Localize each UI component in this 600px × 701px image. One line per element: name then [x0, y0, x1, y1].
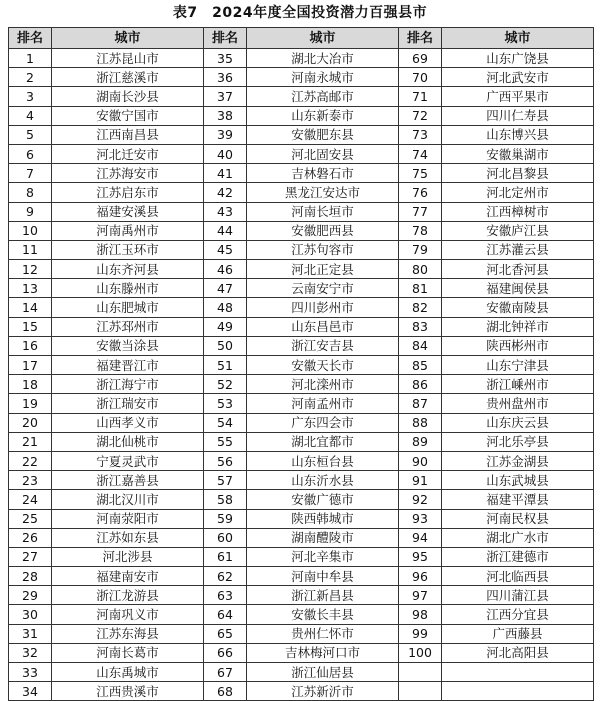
city-cell: 吉林磐石市	[247, 164, 399, 183]
city-cell: 江西分宜县	[442, 605, 594, 624]
city-cell: 河北正定县	[247, 260, 399, 279]
rank-cell: 82	[399, 298, 442, 317]
rank-cell: 4	[9, 106, 52, 125]
city-cell: 福建南安市	[52, 567, 204, 586]
rank-cell	[399, 663, 442, 682]
table-row	[9, 68, 594, 87]
city-cell: 江西南昌县	[52, 125, 204, 144]
city-cell: 浙江安吉县	[247, 336, 399, 355]
rank-cell: 34	[9, 682, 52, 701]
city-cell: 安徽巢湖市	[442, 144, 594, 163]
rank-cell: 14	[9, 298, 52, 317]
city-cell: 安徽肥东县	[247, 125, 399, 144]
rank-cell: 87	[399, 394, 442, 413]
city-cell: 江苏新沂市	[247, 682, 399, 701]
rank-cell: 31	[9, 624, 52, 643]
city-cell: 安徽天长市	[247, 356, 399, 375]
rank-cell: 56	[204, 451, 247, 470]
rank-cell: 93	[399, 509, 442, 528]
city-header: 城市	[247, 28, 399, 49]
city-cell: 河北固安县	[247, 144, 399, 163]
rank-cell: 70	[399, 68, 442, 87]
city-cell: 山东新泰市	[247, 106, 399, 125]
city-cell: 浙江瑞安市	[52, 394, 204, 413]
table-row	[9, 336, 594, 355]
city-cell: 湖北宜都市	[247, 432, 399, 451]
city-cell: 山东宁津县	[442, 356, 594, 375]
rank-cell: 99	[399, 624, 442, 643]
city-cell: 湖南醴陵市	[247, 528, 399, 547]
table-row	[9, 356, 594, 375]
rank-cell: 27	[9, 547, 52, 566]
city-cell: 山东博兴县	[442, 125, 594, 144]
rank-cell: 24	[9, 490, 52, 509]
rank-cell: 90	[399, 451, 442, 470]
table-row	[9, 547, 594, 566]
city-cell: 河北乐亭县	[442, 432, 594, 451]
rank-cell: 22	[9, 451, 52, 470]
city-cell: 江苏灌云县	[442, 240, 594, 259]
table-row	[9, 567, 594, 586]
rank-cell: 57	[204, 471, 247, 490]
table-row	[9, 298, 594, 317]
rank-cell: 53	[204, 394, 247, 413]
table-title: 表7 2024年度全国投资潜力百强县市	[172, 5, 428, 21]
city-cell: 浙江建德市	[442, 547, 594, 566]
city-cell: 山东沂水县	[247, 471, 399, 490]
city-cell: 河北临西县	[442, 567, 594, 586]
rank-cell: 37	[204, 87, 247, 106]
rank-cell: 47	[204, 279, 247, 298]
rank-cell: 80	[399, 260, 442, 279]
table-row	[9, 394, 594, 413]
city-cell: 山西孝义市	[52, 413, 204, 432]
rank-cell: 59	[204, 509, 247, 528]
rank-cell: 48	[204, 298, 247, 317]
table-row	[9, 451, 594, 470]
table-row	[9, 49, 594, 68]
rank-cell: 36	[204, 68, 247, 87]
rank-cell: 12	[9, 260, 52, 279]
rank-cell: 58	[204, 490, 247, 509]
rank-cell: 5	[9, 125, 52, 144]
table-row	[9, 144, 594, 163]
rank-cell: 25	[9, 509, 52, 528]
city-cell: 浙江海宁市	[52, 375, 204, 394]
rank-cell: 13	[9, 279, 52, 298]
rank-cell: 55	[204, 432, 247, 451]
city-cell: 贵州盘州市	[442, 394, 594, 413]
table-row	[9, 125, 594, 144]
rank-cell: 16	[9, 336, 52, 355]
rank-cell: 85	[399, 356, 442, 375]
city-cell: 山东禹城市	[52, 663, 204, 682]
rank-cell: 40	[204, 144, 247, 163]
rank-cell: 96	[399, 567, 442, 586]
rank-cell: 15	[9, 317, 52, 336]
city-cell: 江苏东海县	[52, 624, 204, 643]
rank-cell: 2	[9, 68, 52, 87]
city-cell: 广西平果市	[442, 87, 594, 106]
city-cell: 浙江仙居县	[247, 663, 399, 682]
table-row	[9, 240, 594, 259]
rank-cell: 28	[9, 567, 52, 586]
city-cell: 湖北钟祥市	[442, 317, 594, 336]
city-cell: 山东桓台县	[247, 451, 399, 470]
city-cell: 江苏高邮市	[247, 87, 399, 106]
rank-cell: 51	[204, 356, 247, 375]
city-cell: 江苏邳州市	[52, 317, 204, 336]
city-cell: 广东四会市	[247, 413, 399, 432]
rank-cell: 62	[204, 567, 247, 586]
city-cell: 四川仁寿县	[442, 106, 594, 125]
table-row	[9, 624, 594, 643]
rank-header: 排名	[9, 28, 52, 49]
rank-header: 排名	[399, 28, 442, 49]
rank-cell: 78	[399, 221, 442, 240]
table-row	[9, 663, 594, 682]
rank-cell: 18	[9, 375, 52, 394]
rank-cell: 52	[204, 375, 247, 394]
city-cell: 云南安宁市	[247, 279, 399, 298]
rank-cell: 26	[9, 528, 52, 547]
city-cell: 陕西彬州市	[442, 336, 594, 355]
table-row	[9, 164, 594, 183]
rank-cell: 46	[204, 260, 247, 279]
rank-cell: 74	[399, 144, 442, 163]
city-cell: 山东昌邑市	[247, 317, 399, 336]
city-cell: 四川彭州市	[247, 298, 399, 317]
city-cell: 山东滕州市	[52, 279, 204, 298]
city-cell	[442, 663, 594, 682]
rank-cell: 43	[204, 202, 247, 221]
rank-cell: 54	[204, 413, 247, 432]
rank-cell: 35	[204, 49, 247, 68]
rank-cell	[399, 682, 442, 701]
city-cell: 河南长葛市	[52, 643, 204, 662]
city-cell: 河北迁安市	[52, 144, 204, 163]
city-cell: 山东武城县	[442, 471, 594, 490]
table-row	[9, 490, 594, 509]
rank-cell: 20	[9, 413, 52, 432]
rank-cell: 79	[399, 240, 442, 259]
table-row	[9, 643, 594, 662]
city-cell: 吉林梅河口市	[247, 643, 399, 662]
rank-cell: 8	[9, 183, 52, 202]
city-cell: 河南永城市	[247, 68, 399, 87]
rank-cell: 69	[399, 49, 442, 68]
city-cell: 江西樟树市	[442, 202, 594, 221]
rank-cell: 71	[399, 87, 442, 106]
table-row	[9, 528, 594, 547]
table-row	[9, 279, 594, 298]
city-cell: 江苏启东市	[52, 183, 204, 202]
city-cell: 福建安溪县	[52, 202, 204, 221]
table-row	[9, 260, 594, 279]
city-cell: 浙江玉环市	[52, 240, 204, 259]
table-row	[9, 87, 594, 106]
table-row	[9, 605, 594, 624]
rank-cell: 32	[9, 643, 52, 662]
rank-cell: 76	[399, 183, 442, 202]
city-cell: 安徽庐江县	[442, 221, 594, 240]
city-cell: 浙江嵊州市	[442, 375, 594, 394]
city-cell: 山东齐河县	[52, 260, 204, 279]
rank-cell: 89	[399, 432, 442, 451]
city-cell: 河北武安市	[442, 68, 594, 87]
city-cell: 四川蒲江县	[442, 586, 594, 605]
city-cell: 河南孟州市	[247, 394, 399, 413]
city-cell: 山东庆云县	[442, 413, 594, 432]
rank-cell: 67	[204, 663, 247, 682]
rank-cell: 68	[204, 682, 247, 701]
city-cell: 河南民权县	[442, 509, 594, 528]
rank-cell: 42	[204, 183, 247, 202]
city-cell: 安徽广德市	[247, 490, 399, 509]
city-cell: 河南禹州市	[52, 221, 204, 240]
rank-cell: 7	[9, 164, 52, 183]
city-cell: 安徽肥西县	[247, 221, 399, 240]
rank-cell: 97	[399, 586, 442, 605]
rank-cell: 65	[204, 624, 247, 643]
city-cell: 河南中牟县	[247, 567, 399, 586]
rank-cell: 21	[9, 432, 52, 451]
table-row	[9, 317, 594, 336]
rank-cell: 49	[204, 317, 247, 336]
rank-cell: 60	[204, 528, 247, 547]
city-cell	[442, 682, 594, 701]
table-row	[9, 106, 594, 125]
city-cell: 江苏句容市	[247, 240, 399, 259]
rank-cell: 83	[399, 317, 442, 336]
rank-cell: 1	[9, 49, 52, 68]
city-cell: 河北辛集市	[247, 547, 399, 566]
rank-cell: 72	[399, 106, 442, 125]
ranking-table	[8, 27, 594, 701]
city-cell: 福建闽侯县	[442, 279, 594, 298]
rank-cell: 61	[204, 547, 247, 566]
rank-cell: 73	[399, 125, 442, 144]
rank-cell: 41	[204, 164, 247, 183]
city-cell: 江西贵溪市	[52, 682, 204, 701]
rank-cell: 30	[9, 605, 52, 624]
rank-cell: 95	[399, 547, 442, 566]
city-cell: 河北香河县	[442, 260, 594, 279]
city-cell: 陕西韩城市	[247, 509, 399, 528]
rank-cell: 50	[204, 336, 247, 355]
rank-cell: 11	[9, 240, 52, 259]
city-header: 城市	[52, 28, 204, 49]
table-row	[9, 586, 594, 605]
city-cell: 河北昌黎县	[442, 164, 594, 183]
header-row	[9, 28, 594, 49]
city-cell: 安徽宁国市	[52, 106, 204, 125]
rank-cell: 66	[204, 643, 247, 662]
city-cell: 河北涉县	[52, 547, 204, 566]
rank-cell: 44	[204, 221, 247, 240]
rank-cell: 91	[399, 471, 442, 490]
city-cell: 湖南长沙县	[52, 87, 204, 106]
city-cell: 浙江龙游县	[52, 586, 204, 605]
table-row	[9, 471, 594, 490]
city-cell: 浙江慈溪市	[52, 68, 204, 87]
table-row	[9, 509, 594, 528]
city-cell: 河北定州市	[442, 183, 594, 202]
rank-cell: 38	[204, 106, 247, 125]
rank-cell: 88	[399, 413, 442, 432]
rank-cell: 29	[9, 586, 52, 605]
city-cell: 安徽长丰县	[247, 605, 399, 624]
city-cell: 安徽南陵县	[442, 298, 594, 317]
city-header: 城市	[442, 28, 594, 49]
rank-cell: 33	[9, 663, 52, 682]
table-row	[9, 413, 594, 432]
city-cell: 山东肥城市	[52, 298, 204, 317]
city-cell: 福建平潭县	[442, 490, 594, 509]
city-cell: 山东广饶县	[442, 49, 594, 68]
rank-cell: 9	[9, 202, 52, 221]
rank-cell: 64	[204, 605, 247, 624]
city-cell: 广西藤县	[442, 624, 594, 643]
rank-cell: 84	[399, 336, 442, 355]
table-row	[9, 202, 594, 221]
city-cell: 湖北仙桃市	[52, 432, 204, 451]
rank-cell: 94	[399, 528, 442, 547]
city-cell: 安徽当涂县	[52, 336, 204, 355]
table-row	[9, 682, 594, 701]
city-cell: 江苏海安市	[52, 164, 204, 183]
rank-cell: 100	[399, 643, 442, 662]
rank-header: 排名	[204, 28, 247, 49]
city-cell: 河南荥阳市	[52, 509, 204, 528]
city-cell: 河北高阳县	[442, 643, 594, 662]
city-cell: 湖北汉川市	[52, 490, 204, 509]
rank-cell: 19	[9, 394, 52, 413]
city-cell: 江苏金湖县	[442, 451, 594, 470]
rank-cell: 77	[399, 202, 442, 221]
city-cell: 湖北大冶市	[247, 49, 399, 68]
table-row	[9, 432, 594, 451]
rank-cell: 17	[9, 356, 52, 375]
rank-cell: 98	[399, 605, 442, 624]
rank-cell: 81	[399, 279, 442, 298]
city-cell: 江苏昆山市	[52, 49, 204, 68]
rank-cell: 23	[9, 471, 52, 490]
rank-cell: 6	[9, 144, 52, 163]
city-cell: 宁夏灵武市	[52, 451, 204, 470]
city-cell: 河北滦州市	[247, 375, 399, 394]
rank-cell: 75	[399, 164, 442, 183]
rank-cell: 10	[9, 221, 52, 240]
city-cell: 黑龙江安达市	[247, 183, 399, 202]
city-cell: 江苏如东县	[52, 528, 204, 547]
city-cell: 福建晋江市	[52, 356, 204, 375]
table-row	[9, 375, 594, 394]
rank-cell: 45	[204, 240, 247, 259]
city-cell: 河南长垣市	[247, 202, 399, 221]
city-cell: 贵州仁怀市	[247, 624, 399, 643]
city-cell: 湖北广水市	[442, 528, 594, 547]
rank-cell: 39	[204, 125, 247, 144]
city-cell: 浙江新昌县	[247, 586, 399, 605]
table-row	[9, 183, 594, 202]
city-cell: 河南巩义市	[52, 605, 204, 624]
rank-cell: 92	[399, 490, 442, 509]
rank-cell: 86	[399, 375, 442, 394]
rank-cell: 63	[204, 586, 247, 605]
city-cell: 浙江嘉善县	[52, 471, 204, 490]
table-row	[9, 221, 594, 240]
rank-cell: 3	[9, 87, 52, 106]
